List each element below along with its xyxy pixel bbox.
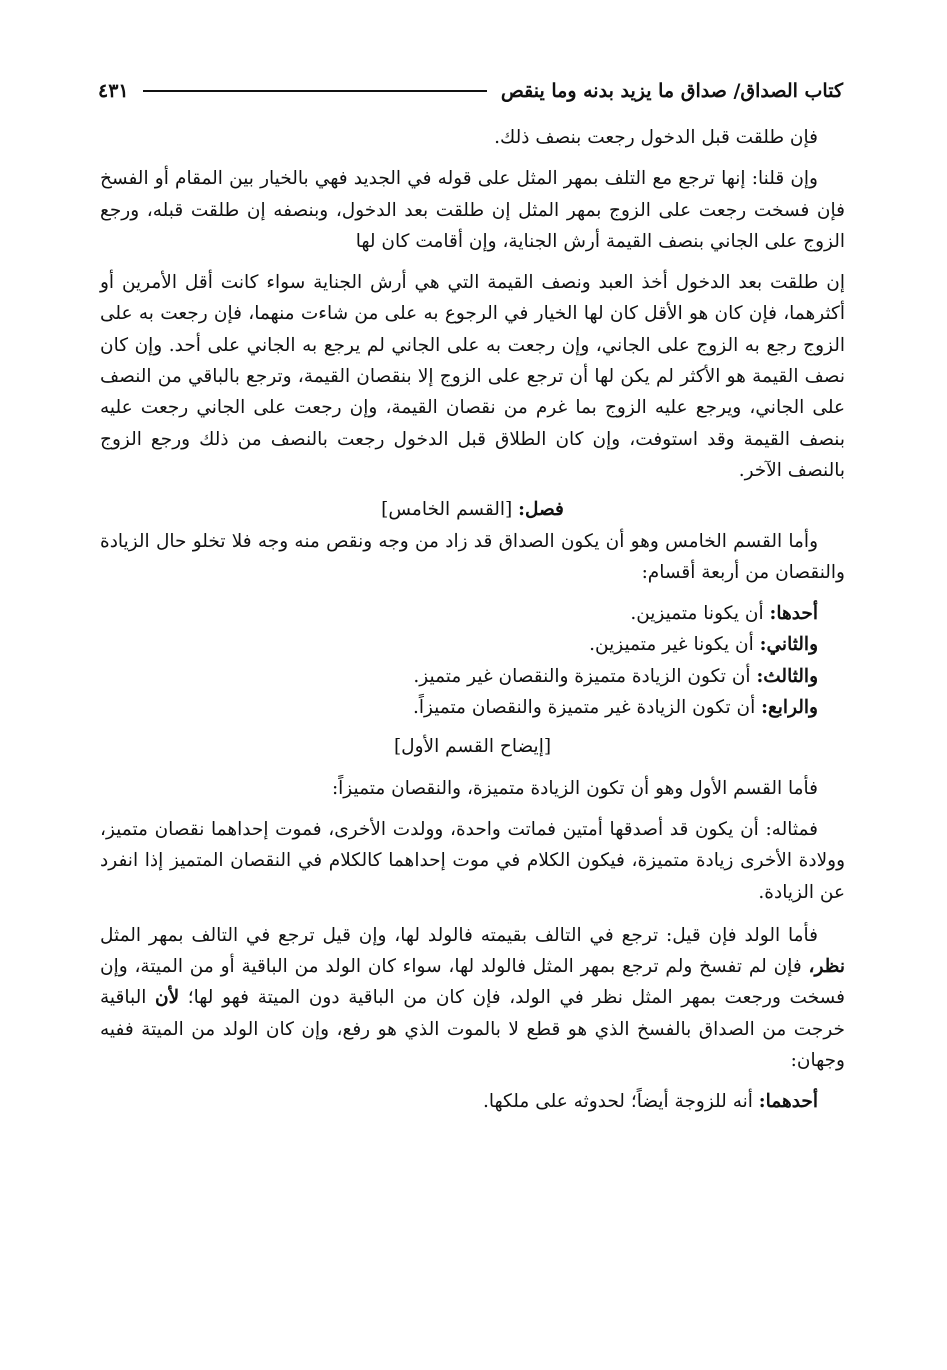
list-item-3-text: أن تكون الزيادة متميزة والنقصان غير متميز.: [413, 665, 757, 687]
paragraph-7-part-c: الباقية خرجت من الصداق بالفسخ الذي هو قطع لا بالموت الذي هو رفع، وإن كان الولد من الميتة ففيه وجهان:: [100, 987, 845, 1072]
list-item-4-label: والرابع:: [761, 697, 818, 719]
section-heading-title: [القسم الخامس]: [381, 499, 519, 521]
paragraph-8-label: أحدهما:: [758, 1091, 818, 1113]
paragraph-8-text: أنه للزوجة أيضاً؛ لحدوثه على ملكها.: [483, 1091, 759, 1113]
list-item-3-label: والثالث:: [756, 665, 818, 687]
paragraph-7: [100, 920, 845, 1076]
section-heading-label: فصل:: [518, 499, 564, 521]
body-text: [100, 122, 845, 1118]
paragraph-7-part-a: فأما الولد فإن قيل: ترجع في التالف بقيمته فالولد لها، وإن قيل ترجع في التالف بمهر المثل: [100, 924, 818, 946]
list-item-1-label: أحدها:: [769, 603, 818, 625]
list-item-2: [100, 629, 845, 660]
section-heading-fifth: [100, 494, 845, 525]
running-header: [98, 76, 843, 106]
header-title: كتاب الصداق/ صداق ما يزيد بدنه وما ينقص: [500, 80, 843, 102]
list-item-1: [100, 598, 845, 629]
list-item-1-text: أن يكونا متميزين.: [630, 603, 770, 625]
paragraph-7-bold-2: لأن: [154, 987, 180, 1009]
list-item-4: [100, 692, 845, 723]
paragraph-2: وإن قلنا: إنها ترجع مع التلف بمهر المثل على قوله في الجديد فهي بالخيار بين المقام أو الفسخ فإن فسخت رجعت على الزوج بمهر المثل إن طلقت بعد الدخول، وبنصفه إن طلقت قبله، ورجع الزوج على الجاني بنصف القيمة أرش الجناية، وإن أقامت كان لها: [100, 168, 845, 252]
paragraph-7-bold-1: نظر،: [808, 956, 845, 978]
header-rule: [143, 90, 487, 92]
paragraph-1: فإن طلقت قبل الدخول رجعت بنصف ذلك.: [494, 127, 818, 148]
paragraph-3: إن طلقت بعد الدخول أخذ العبد ونصف القيمة التي هي أرش الجناية سواء كانت أقل الأمرين أو أكثرهما، فإن كان هو الأقل كان لها الخيار في الرجوع به على من شاءت منهما، فإن رجعت به على الزوج رجع به الزوج على الجاني، وإن رجعت به على الجاني لم يرجع به الجاني على أحد. وإن كان نصف القيمة هو الأكثر لم يكن لها أن ترجع على الزوج إلا بنقصان القيمة، وترجع بالباقي من النصف على الجاني، ويرجع عليه الزوج بما غرم من نقصان القيمة، وإن رجعت على الجاني رجعت عليه بنصف القيمة وقد استوفت، وإن كان الطلاق قبل الدخول رجعت بالنصف من ذلك ورجع الزوج بالنصف الآخر.: [100, 272, 845, 481]
section-heading-first-clarification: [إيضاح القسم الأول]: [393, 736, 552, 758]
paragraph-4: وأما القسم الخامس وهو أن يكون الصداق قد زاد من وجه ونقص منه وجه فلا تخلو حال الزيادة والنقصان من أربعة أقسام:: [100, 530, 845, 583]
list-item-2-label: والثاني:: [759, 634, 818, 656]
paragraph-8: [100, 1086, 845, 1117]
paragraph-7-part-b: فإن لم تفسخ ولم ترجع بمهر المثل فالولد لها، سواء كان الولد من الباقية أو من الميتة، وإن فسخت ورجعت بمهر المثل نظر في الولد، فإن كان من الباقية دون الميتة فهو لها؛: [100, 956, 845, 1009]
list-item-4-text: أن تكون الزيادة غير متميزة والنقصان متميزاً.: [412, 697, 762, 719]
paragraph-5: فأما القسم الأول وهو أن تكون الزيادة متميزة، والنقصان متميزاً:: [331, 777, 818, 799]
list-item-3: [100, 661, 845, 692]
list-item-2-text: أن يكونا غير متميزين.: [589, 634, 760, 656]
paragraph-6: فمثاله: أن يكون قد أصدقها أمتين فماتت واحدة، وولدت الأخرى، فموت إحداهما نقصان متميز، وولادة الأخرى زيادة متميزة، فيكون الكلام في موت إحداهما كالكلام في النقصان المتميز إذا انفرد عن الزيادة.: [100, 818, 845, 903]
page-number: ٤٣١: [98, 80, 129, 102]
